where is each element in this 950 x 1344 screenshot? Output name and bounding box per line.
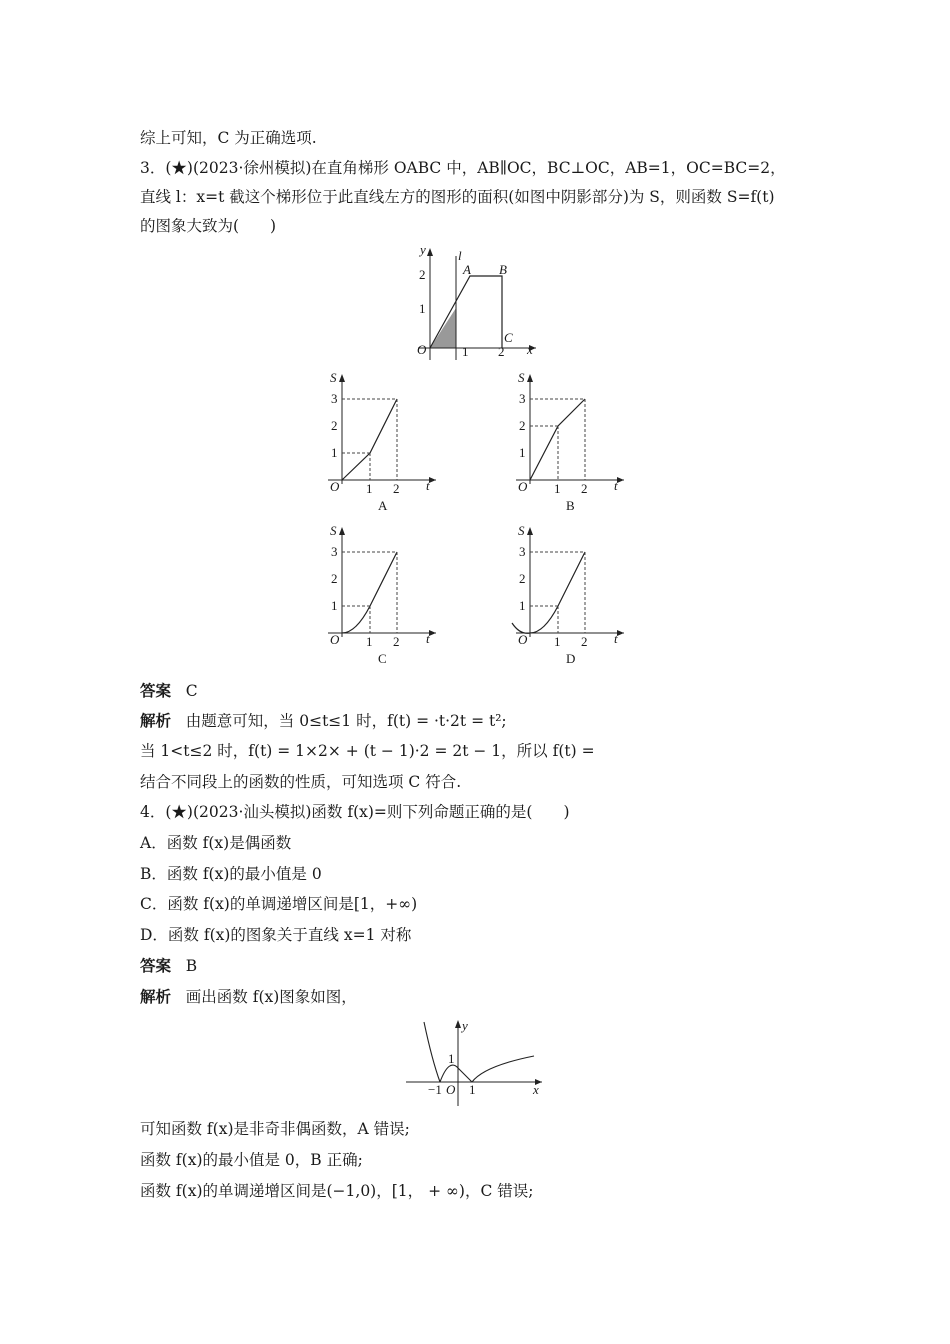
option-graph-c [322, 525, 442, 675]
tick-s1: 1 [331, 598, 338, 613]
tick-t2: 2 [581, 481, 588, 496]
conclusion-2: 函数 f(x)的最小值是 0，B 正确; [140, 1151, 363, 1169]
solution-label: 解析 [140, 712, 172, 730]
label-A: A [463, 262, 471, 277]
question-3-line3: 的图象大致为( ) [140, 217, 277, 235]
tick-y1: 1 [419, 301, 426, 316]
answer-value: B [185, 957, 198, 975]
option-c: C．函数 f(x)的单调递增区间是[1，+∞) [140, 895, 418, 913]
label-S: S [518, 370, 525, 385]
tick-s2: 2 [331, 418, 338, 433]
question-4: 4．(★)(2023·汕头模拟)函数 f(x)=则下列命题正确的是( ) [140, 803, 570, 821]
solution-text: 由题意可知，当 0≤t≤1 时，f(t) = ·t·2t = t²; [185, 712, 507, 730]
option-label-a: A [378, 498, 388, 513]
tick-t2: 2 [393, 481, 400, 496]
label-y: y [420, 242, 426, 257]
tick-x2: 2 [498, 344, 505, 359]
conclusion-3: 函数 f(x)的单调递增区间是(−1,0)，[1， + ∞)，C 错误; [140, 1182, 534, 1200]
fx-graph [402, 1020, 552, 1110]
label-S: S [330, 370, 337, 385]
tick-s2: 2 [331, 571, 338, 586]
curve-d [512, 552, 585, 633]
solution-4 [140, 987, 357, 1007]
tick-s3: 3 [331, 544, 338, 559]
question-3: 3．(★)(2023·徐州模拟)在直角梯形 OABC 中，AB∥OC，BC⊥OC，AB=1，OC=BC=2， [140, 159, 786, 177]
tick-t2: 2 [393, 634, 400, 649]
tick-neg1: −1 [428, 1082, 442, 1097]
label-O: O [446, 1082, 456, 1097]
label-O: O [518, 479, 528, 494]
trapezoid-figure [408, 242, 548, 362]
tick-x1: 1 [462, 344, 469, 359]
label-S: S [330, 523, 337, 538]
fx-middle-branch [440, 1065, 472, 1082]
label-O: O [330, 632, 340, 647]
option-b: B．函数 f(x)的最小值是 0 [140, 865, 322, 883]
fx-left-branch [424, 1022, 440, 1082]
tick-s3: 3 [519, 544, 526, 559]
tick-t1: 1 [366, 634, 373, 649]
tick-x1: 1 [469, 1082, 476, 1097]
tick-s3: 3 [331, 391, 338, 406]
label-x: x [533, 1082, 539, 1097]
answer-label: 答案 [140, 957, 172, 975]
solution-text: 画出函数 f(x)图象如图， [185, 988, 357, 1006]
tick-s3: 3 [519, 391, 526, 406]
label-S: S [518, 523, 525, 538]
fx-right-branch [472, 1056, 534, 1082]
answer-value: C [185, 682, 198, 700]
option-graph-a [322, 372, 442, 522]
label-l: l [458, 248, 462, 263]
tick-s1: 1 [519, 598, 526, 613]
label-x: x [527, 342, 533, 357]
answer-label: 答案 [140, 682, 172, 700]
label-O: O [417, 342, 427, 357]
tick-t1: 1 [554, 481, 561, 496]
label-t: t [614, 631, 618, 646]
option-label-b: B [566, 498, 575, 513]
label-O: O [330, 479, 340, 494]
tick-t1: 1 [554, 634, 561, 649]
solution-3 [140, 711, 507, 731]
option-label-c: C [378, 651, 387, 666]
label-O: O [518, 632, 528, 647]
solution-label: 解析 [140, 988, 172, 1006]
option-graph-d [510, 525, 630, 675]
option-label-d: D [566, 651, 576, 666]
curve-a [342, 399, 397, 480]
option-a: A．函数 f(x)是偶函数 [140, 834, 292, 852]
option-graph-b [510, 372, 630, 522]
tick-s1: 1 [519, 445, 526, 460]
solution-3-line2: 当 1<t≤2 时，f(t) = 1×2× + (t − 1)·2 = 2t − 1，所以 f(t) = [140, 742, 595, 760]
label-t: t [426, 478, 430, 493]
tick-y2: 2 [419, 267, 426, 282]
label-y: y [462, 1018, 468, 1033]
label-B: B [499, 262, 507, 277]
tick-t1: 1 [366, 481, 373, 496]
conclusion-1: 可知函数 f(x)是非奇非偶函数，A 错误; [140, 1120, 410, 1138]
curve-c [342, 552, 397, 633]
answer-3 [140, 681, 198, 701]
tick-s1: 1 [331, 445, 338, 460]
solution-3-line3: 结合不同段上的函数的性质，可知选项 C 符合. [140, 773, 462, 791]
tick-s2: 2 [519, 571, 526, 586]
option-d: D．函数 f(x)的图象关于直线 x=1 对称 [140, 926, 412, 944]
question-3-line2: 直线 l：x=t 截这个梯形位于此直线左方的图形的面积(如图中阴影部分)为 S，则函数 S=f(t) [140, 188, 775, 206]
label-t: t [426, 631, 430, 646]
answer-4 [140, 956, 197, 976]
label-t: t [614, 478, 618, 493]
text-line: 综上可知，C 为正确选项. [140, 129, 317, 147]
tick-t2: 2 [581, 634, 588, 649]
label-C: C [504, 330, 513, 345]
tick-y1: 1 [448, 1051, 455, 1066]
tick-s2: 2 [519, 418, 526, 433]
